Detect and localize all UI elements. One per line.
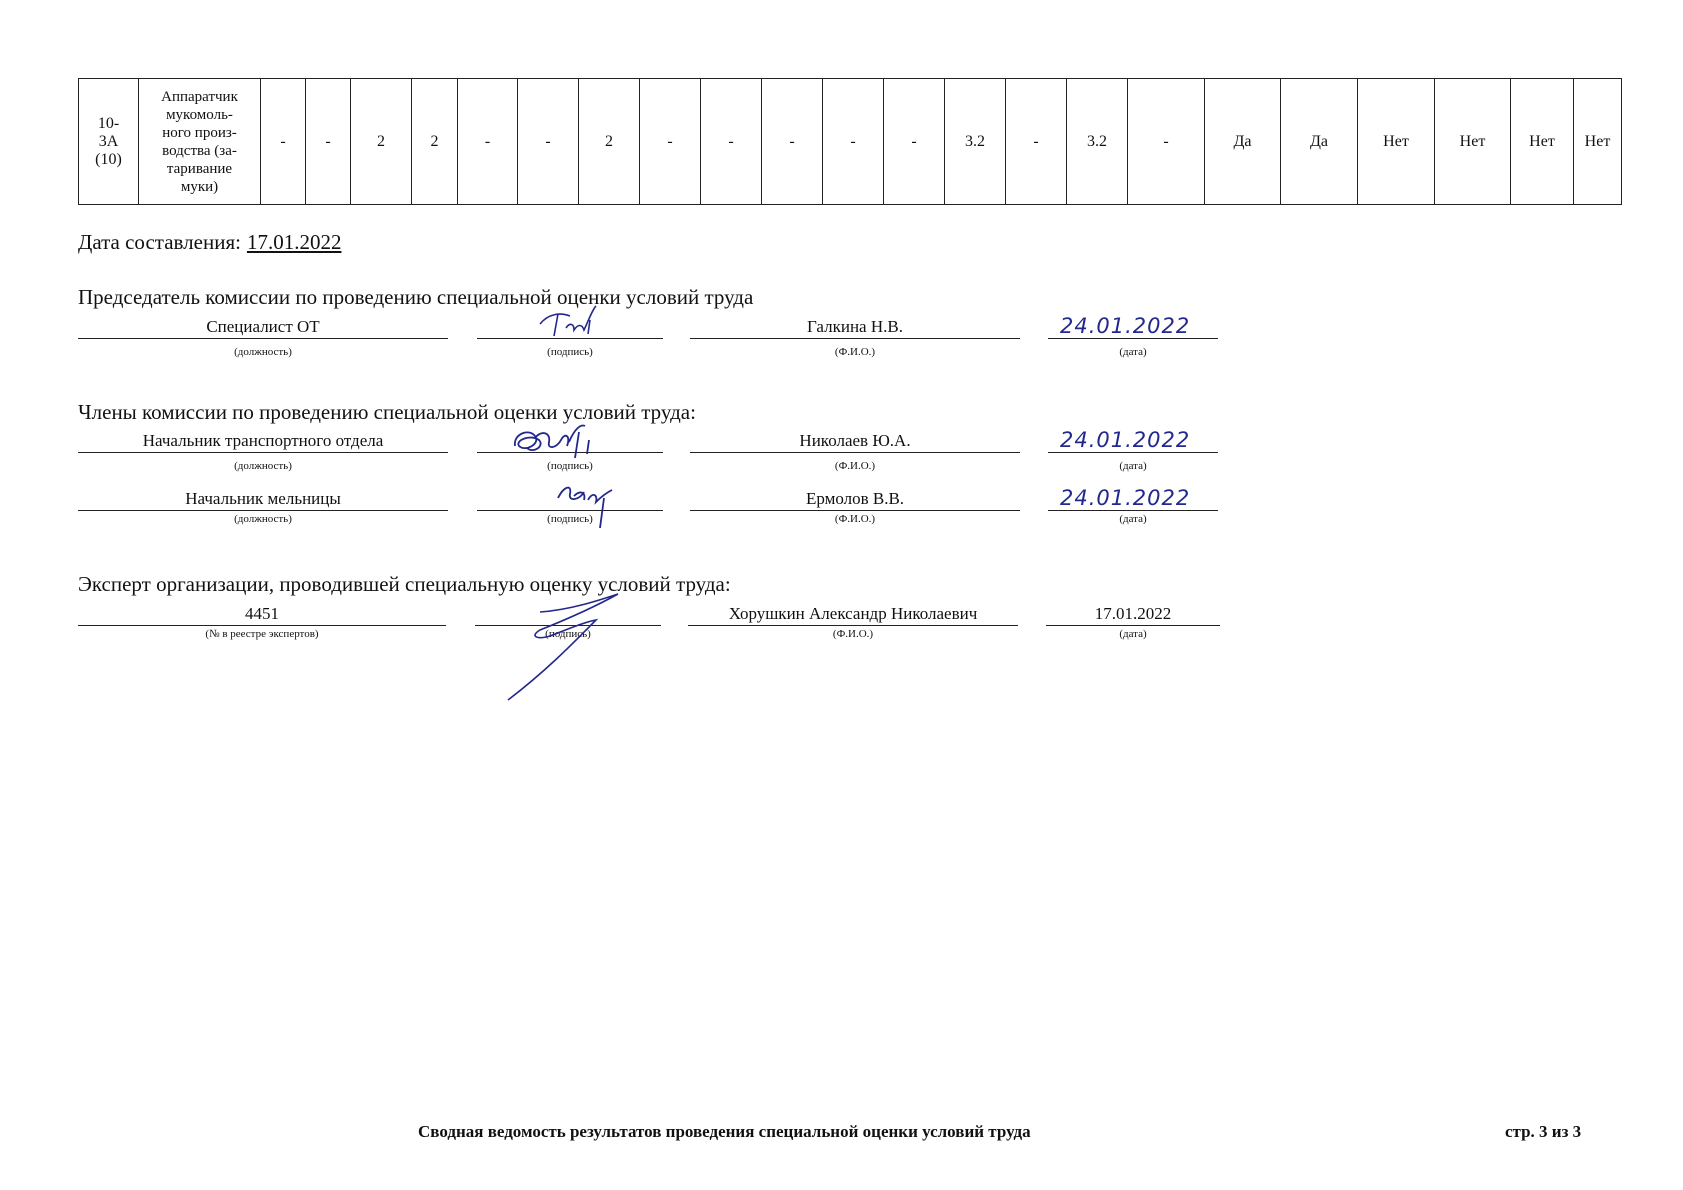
member-2-name: Ермолов В.В. (690, 488, 1020, 511)
table-cell: Нет (1435, 79, 1511, 205)
table-cell: - (640, 79, 701, 205)
caption-fio: (Ф.И.О.) (832, 628, 874, 640)
member-1-signature (505, 418, 615, 468)
table-cell: 3.2 (945, 79, 1006, 205)
caption-fio: (Ф.И.О.) (834, 513, 876, 525)
caption-date: (дата) (1119, 628, 1147, 640)
expert-name: Хорушкин Александр Николаевич (688, 603, 1018, 626)
compilation-date (78, 230, 347, 255)
table-cell: 2 (579, 79, 640, 205)
chairman-signature (530, 302, 620, 342)
caption-signature: (подпись) (547, 460, 593, 472)
table-cell-number: 10- 3А (10) (79, 79, 139, 205)
expert-date: 17.01.2022 (1046, 603, 1220, 626)
compilation-date-label: Дата составления: (78, 230, 241, 254)
table-cell: 2 (351, 79, 412, 205)
caption-position: (должность) (234, 460, 292, 472)
member-1-position: Начальник транспортного отдела (78, 430, 448, 453)
page-number: стр. 3 из 3 (1505, 1122, 1582, 1141)
table-cell: 3.2 (1067, 79, 1128, 205)
table-cell: - (306, 79, 351, 205)
footer-title: Сводная ведомость результатов проведения специальной оценки условий труда (418, 1122, 1031, 1141)
results-table (78, 78, 1622, 205)
compilation-date-value: 17.01.2022 (246, 230, 342, 254)
table-cell: 2 (412, 79, 458, 205)
table-cell: Нет (1358, 79, 1435, 205)
caption-position: (должность) (234, 346, 292, 358)
caption-date: (дата) (1119, 513, 1147, 525)
table-cell: - (261, 79, 306, 205)
table-cell: - (701, 79, 762, 205)
caption-fio: (Ф.И.О.) (834, 346, 876, 358)
table-cell: - (518, 79, 579, 205)
caption-signature: (подпись) (547, 513, 593, 525)
caption-fio: (Ф.И.О.) (834, 460, 876, 472)
member-1-date: 24.01.2022 (1060, 428, 1191, 452)
table-cell: Нет (1511, 79, 1574, 205)
member-1-name: Николаев Ю.А. (690, 430, 1020, 453)
expert-signature (500, 590, 650, 705)
caption-registry: (№ в реестре экспертов) (205, 628, 319, 640)
table-cell: Нет (1574, 79, 1622, 205)
caption-signature: (подпись) (545, 628, 591, 640)
member-2-signature (550, 476, 630, 532)
chairman-name: Галкина Н.В. (690, 316, 1020, 339)
table-cell: - (884, 79, 945, 205)
caption-date: (дата) (1119, 346, 1147, 358)
member-2-date: 24.01.2022 (1060, 486, 1191, 510)
caption-position: (должность) (234, 513, 292, 525)
caption-signature: (подпись) (547, 346, 593, 358)
table-cell-job-title: Аппаратчик мукомоль- ного произ- водства (за- таривание муки) (139, 79, 261, 205)
chairman-heading: Председатель комиссии по проведению специальной оценки условий труда (78, 285, 754, 309)
chairman-date: 24.01.2022 (1060, 314, 1191, 338)
table-cell: Да (1281, 79, 1358, 205)
table-cell: Да (1205, 79, 1281, 205)
table-cell: - (1128, 79, 1205, 205)
table-cell: - (458, 79, 518, 205)
table-cell: - (823, 79, 884, 205)
caption-date: (дата) (1119, 460, 1147, 472)
member-2-position: Начальник мельницы (78, 488, 448, 511)
table-cell: - (1006, 79, 1067, 205)
members-heading: Члены комиссии по проведению специальной оценки условий труда: (78, 400, 696, 424)
expert-registry-number: 4451 (78, 603, 446, 626)
table-cell: - (762, 79, 823, 205)
expert-heading: Эксперт организации, проводившей специальную оценку условий труда: (78, 572, 731, 596)
chairman-position: Специалист ОТ (78, 316, 448, 339)
table-row (79, 79, 1622, 205)
